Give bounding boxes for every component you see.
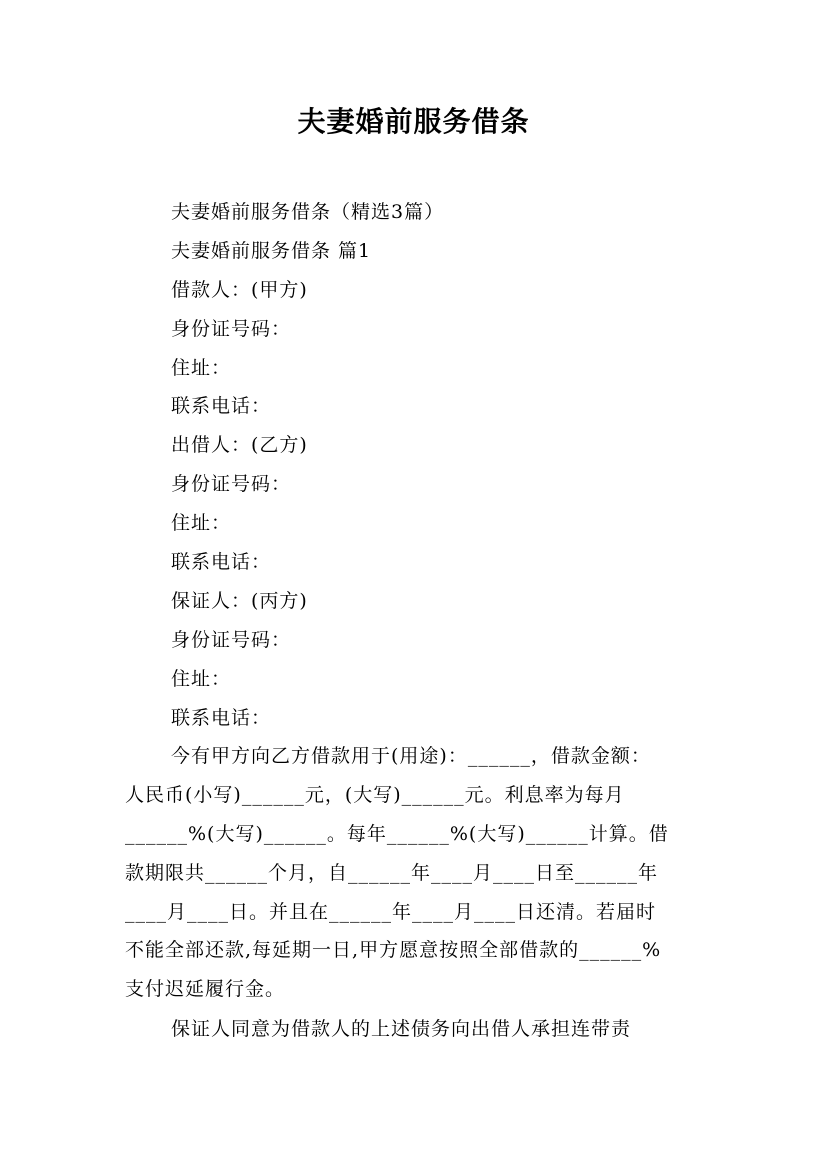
- section-heading: 夫妻婚前服务借条 篇1: [171, 239, 372, 262]
- guarantor-id-label: 身份证号码：: [171, 628, 292, 651]
- guarantor-phone-label: 联系电话：: [171, 706, 272, 729]
- lender-phone-label: 联系电话：: [171, 551, 272, 574]
- paragraph-line: 不能全部还款,每延期一日,甲方愿意按照全部借款的______%: [125, 939, 662, 962]
- borrower-label: 借款人：(甲方): [171, 278, 308, 301]
- loan-terms-paragraph: [125, 737, 715, 1009]
- document-title: 夫妻婚前服务借条: [297, 105, 530, 138]
- paragraph-line: 人民币(小写)______元，(大写)______元。利息率为每月: [125, 783, 625, 806]
- paragraph-line: ____月____日。并且在______年____月____日还清。若届时: [125, 900, 657, 923]
- guarantee-paragraph: [125, 1010, 715, 1049]
- lender-address-label: 住址：: [171, 512, 232, 535]
- guarantor-address-label: 住址：: [171, 667, 232, 690]
- paragraph-line: 支付迟延履行金。: [125, 978, 286, 1001]
- borrower-id-label: 身份证号码：: [171, 317, 292, 340]
- borrower-address-label: 住址：: [171, 356, 232, 379]
- lender-id-label: 身份证号码：: [171, 473, 292, 496]
- lender-label: 出借人：(乙方): [171, 434, 308, 457]
- header-lines: [171, 193, 731, 737]
- paragraph-line: 款期限共______个月，自______年____月____日至______年: [125, 861, 659, 884]
- borrower-phone-label: 联系电话：: [171, 395, 272, 418]
- paragraph-line: 保证人同意为借款人的上述债务向出借人承担连带责: [171, 1018, 632, 1040]
- paragraph-line: ______%(大写)______。每年______%(大写)______计算。借: [125, 822, 669, 845]
- guarantor-label: 保证人：(丙方): [171, 589, 308, 612]
- paragraph-line: 今有甲方向乙方借款用于(用途)：______，借款金额：: [171, 745, 651, 767]
- subtitle-line: 夫妻婚前服务借条（精选3篇）: [171, 201, 445, 223]
